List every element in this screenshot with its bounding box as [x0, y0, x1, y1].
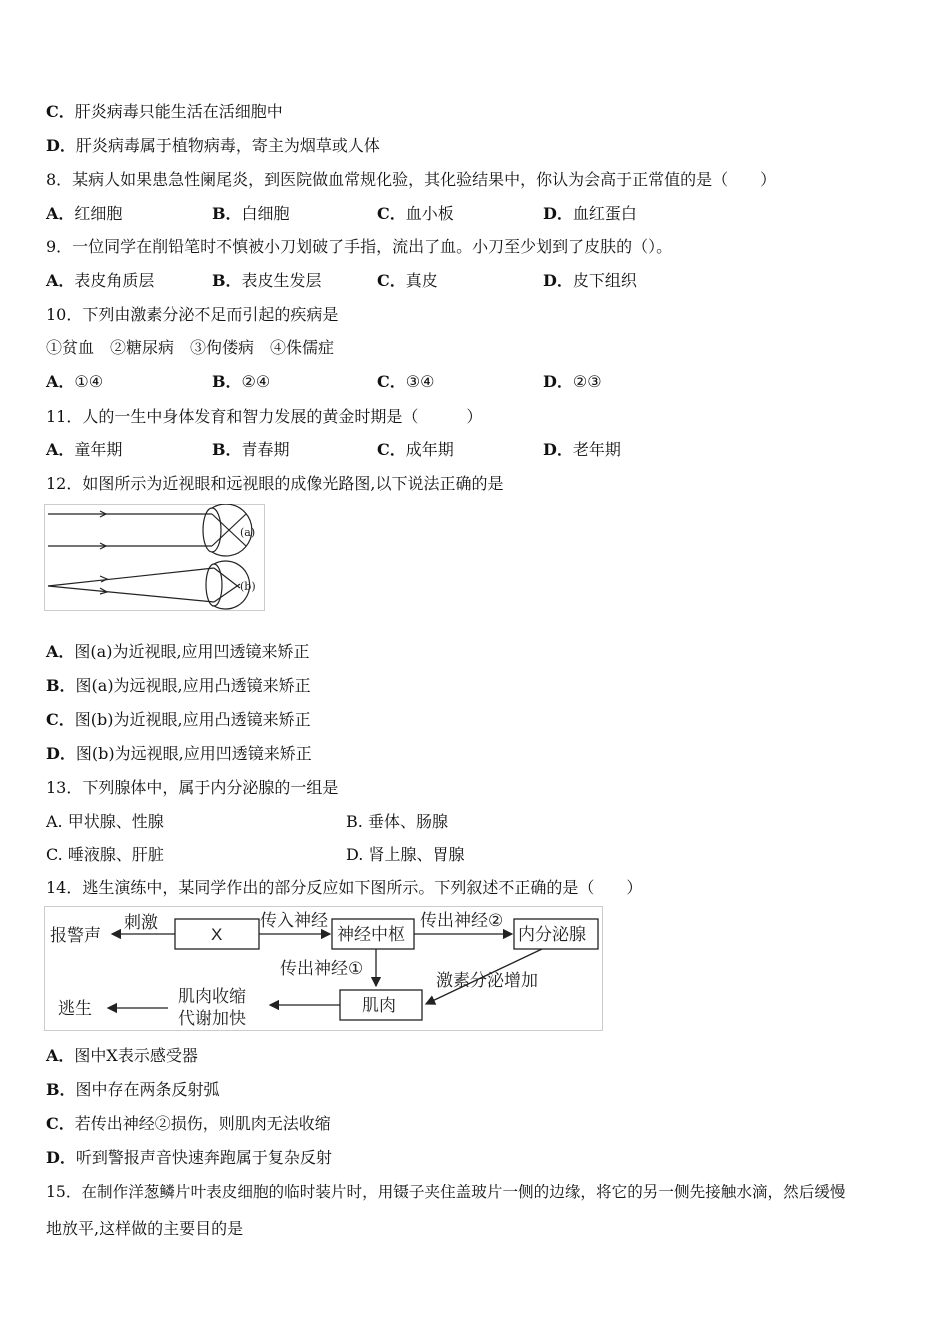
question-9-stem: 9．一位同学在削铅笔时不慎被小刀划破了手指，流出了血。小刀至少划到了皮肤的（）。 — [46, 237, 673, 256]
question-10-items: ①贫血 ②糖尿病 ③佝偻病 ④侏儒症 — [46, 338, 335, 357]
label-efferent-1: 传出神经① — [280, 959, 364, 978]
label-b: (b) — [240, 580, 256, 593]
q13-option-b: B. 垂体、肠腺 — [346, 812, 448, 831]
label-x: X — [211, 925, 223, 944]
eye-optics-figure — [44, 504, 266, 612]
question-12-stem: 12．如图所示为近视眼和远视眼的成像光路图,以下说法正确的是 — [46, 474, 504, 493]
q10-option-d: D．②③ — [543, 372, 602, 391]
q11-option-d: D．老年期 — [543, 440, 621, 459]
label-a: (a) — [240, 526, 256, 539]
question-10-stem: 10．下列由激素分泌不足而引起的疾病是 — [46, 305, 339, 324]
q14-option-d: D．听到警报声音快速奔跑属于复杂反射 — [46, 1148, 332, 1167]
q8-option-b: B．白细胞 — [212, 204, 290, 223]
q11-option-c: C．成年期 — [377, 440, 454, 459]
label-muscle: 肌肉 — [362, 996, 396, 1015]
label-contract-2: 代谢加快 — [178, 1009, 246, 1028]
q10-option-b: B．②④ — [212, 372, 271, 391]
label-escape: 逃生 — [58, 999, 92, 1018]
q9-option-a: A．表皮角质层 — [46, 271, 155, 290]
question-14-stem: 14．逃生演练中，某同学作出的部分反应如下图所示。下列叙述不正确的是（ ） — [46, 878, 643, 897]
option-c: C．肝炎病毒只能生活在活细胞中 — [46, 102, 283, 121]
question-15-stem-line1: 15．在制作洋葱鳞片叶表皮细胞的临时装片时，用镊子夹住盖玻片一侧的边缘，将它的另一侧先接触水滴，然后缓慢 — [46, 1183, 846, 1201]
question-13-stem: 13．下列腺体中，属于内分泌腺的一组是 — [46, 778, 339, 797]
q8-option-a: A．红细胞 — [46, 204, 123, 223]
q12-option-c: C．图(b)为近视眼,应用凸透镜来矫正 — [46, 710, 311, 729]
q12-option-d: D．图(b)为远视眼,应用凹透镜来矫正 — [46, 744, 312, 763]
q13-option-c: C. 唾液腺、肝脏 — [46, 845, 164, 864]
q9-option-d: D．皮下组织 — [543, 271, 637, 290]
q12-option-b: B．图(a)为远视眼,应用凸透镜来矫正 — [46, 676, 311, 695]
q13-option-a: A. 甲状腺、性腺 — [46, 812, 164, 831]
q13-option-d: D. 肾上腺、胃腺 — [346, 845, 465, 864]
q8-option-d: D．血红蛋白 — [543, 204, 637, 223]
label-afferent: 传入神经 — [260, 911, 328, 930]
label-alarm: 报警声 — [50, 926, 101, 945]
q9-option-c: C．真皮 — [377, 271, 438, 290]
label-stimulus: 刺激 — [124, 913, 158, 932]
reflex-diagram — [44, 906, 604, 1032]
label-contract-1: 肌肉收缩 — [178, 987, 246, 1006]
q10-option-a: A．①④ — [46, 372, 104, 391]
q12-option-a: A．图(a)为近视眼,应用凹透镜来矫正 — [46, 642, 310, 661]
question-11-stem: 11．人的一生中身体发育和智力发展的黄金时期是（ ） — [46, 407, 483, 426]
label-efferent-2: 传出神经② — [420, 911, 504, 930]
label-hormone: 激素分泌增加 — [436, 971, 538, 990]
label-gland: 内分泌腺 — [518, 925, 586, 944]
label-center: 神经中枢 — [337, 925, 405, 944]
question-15-stem-line2: 地放平,这样做的主要目的是 — [46, 1219, 244, 1238]
q8-option-c: C．血小板 — [377, 204, 454, 223]
question-8-stem: 8．某病人如果患急性阑尾炎，到医院做血常规化验，其化验结果中，你认为会高于正常值的是（ ） — [46, 170, 777, 189]
q11-option-b: B．青春期 — [212, 440, 290, 459]
q14-option-b: B．图中存在两条反射弧 — [46, 1080, 220, 1099]
option-d: D．肝炎病毒属于植物病毒，寄主为烟草或人体 — [46, 136, 380, 155]
q9-option-b: B．表皮生发层 — [212, 271, 322, 290]
q10-option-c: C．③④ — [377, 372, 435, 391]
q14-option-a: A．图中X表示感受器 — [46, 1046, 198, 1065]
q14-option-c: C．若传出神经②损伤，则肌肉无法收缩 — [46, 1114, 331, 1133]
q11-option-a: A．童年期 — [46, 440, 123, 459]
